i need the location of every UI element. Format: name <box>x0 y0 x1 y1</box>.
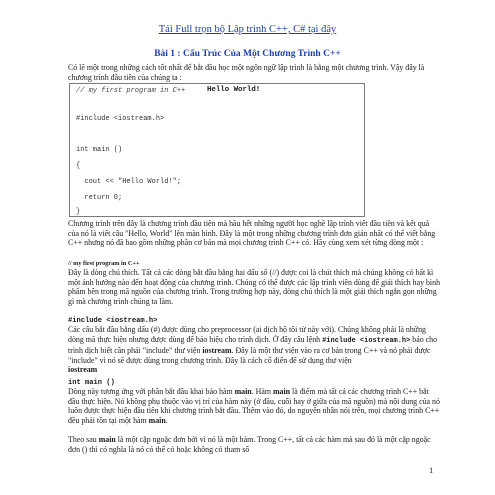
include-section-text: Các câu bắt đầu bằng dấu (#) được dùng cho preprocessor (ai dịch hộ tôi từ này với). Chúng không phải là những dòng mã thực hiện nhưng được dùng để báo hiệu cho trình dịch. Ở đây câu lệnh #include <iostream.h> báo cho trình dịch biết cần phải "include" thư viện iostream. Đây là một thư viện vào ra cơ bản trong C++ và nó phải được "include" vì nó sẽ được dùng trong chương trình. Đây là cách cổ điển để sử dụng thư viện iostream <box>68 325 438 375</box>
code-line-close-brace: } <box>76 208 81 216</box>
code-line-comment: // my first program in C++ <box>76 87 186 95</box>
code-line-open-brace: { <box>76 162 81 170</box>
lib-name: iostream <box>202 346 232 356</box>
comment-section-text: Đây là dòng chú thích. Tất cả các dòng bắt đầu bằng hai dấu sổ (//) được coi là chút thích mà chúng không có bất kì một ảnh hưởng nào đến hoạt động của chương trình. Chúng có thể được các lập trình viên dùng để giải thích hay bình phẩm bên trong mã nguồn của chương trình. Trong trường hợp này, dòng chú thích là một giải thích ngắn gọn những gì mà chương trình chúng ta làm. <box>68 268 441 306</box>
explanation-paragraph: Chương trình trên đây là chương trình đầu tiên mà hầu hết những người học nghề lập trình viết đầu tiên và kết quả của nó là viết câu "Hello, World" lên màn hình. Đây là một trong những chương trình đơn giản nhất có thể viết bằng C++ nhưng nó đã bao gồm những phần cơ bản mà mọi chương trình C++ có. Hãy cùng xem xét từng dòng một : <box>68 219 436 248</box>
code-line-main: int main () <box>76 146 123 154</box>
inline-include-code: #include <iostream.h> <box>322 336 411 345</box>
code-line-include: #include <iostream.h> <box>76 115 165 123</box>
lesson-title: Bài 1 : Cấu Trúc Của Một Chương Trình C++ <box>154 49 341 59</box>
download-link[interactable]: Tải Full trọn bộ Lập trình C++, C# tại đây <box>158 24 337 35</box>
intro-paragraph: Có lẽ một trong những cách tốt nhất để bắt đầu học một ngôn ngữ lập trình là bằng một chương trình. Vậy đây là chương trình đầu tiên của chúng ta : <box>68 63 425 82</box>
final-paragraph: Theo sau main là một cặp ngoặc đơn bởi vì nó là một hàm. Trong C++, tất cả các hàm mà sau đó là một cặp ngoặc đơn () thì có nghĩa là nó có thể có hoặc không có tham số <box>68 435 431 454</box>
code-line-cout: cout << "Hello World!"; <box>76 178 182 186</box>
page-number: 1 <box>429 465 434 475</box>
code-line-return: return 0; <box>76 194 123 202</box>
code-sample-box <box>69 83 365 217</box>
main-section-heading: int main () <box>68 379 115 387</box>
lib-name-end: iostream <box>68 365 98 375</box>
main-section-text: Dòng này tương ứng với phần bắt đầu khai báo hàm main. Hàm main là điểm mà tất cả các chương trình C++ bắt đầu thực hiện. Nó không phụ thuộc vào vị trí của hàm này (ở đầu, cuối hay ở giữa của mã nguồn) mà nội dung của nó luôn được thực hiện đầu tiên khi chương trình bắt đầu. Thêm vào đó, do nguyên nhân nói trên, mọi chương trình C++ đều phải tồn tại một hàm main. <box>68 387 440 425</box>
include-section-heading: #include <iostream.h> <box>68 317 158 325</box>
program-output: Hello World! <box>207 86 261 94</box>
comment-section-heading: // my first program in C++ <box>68 260 140 267</box>
